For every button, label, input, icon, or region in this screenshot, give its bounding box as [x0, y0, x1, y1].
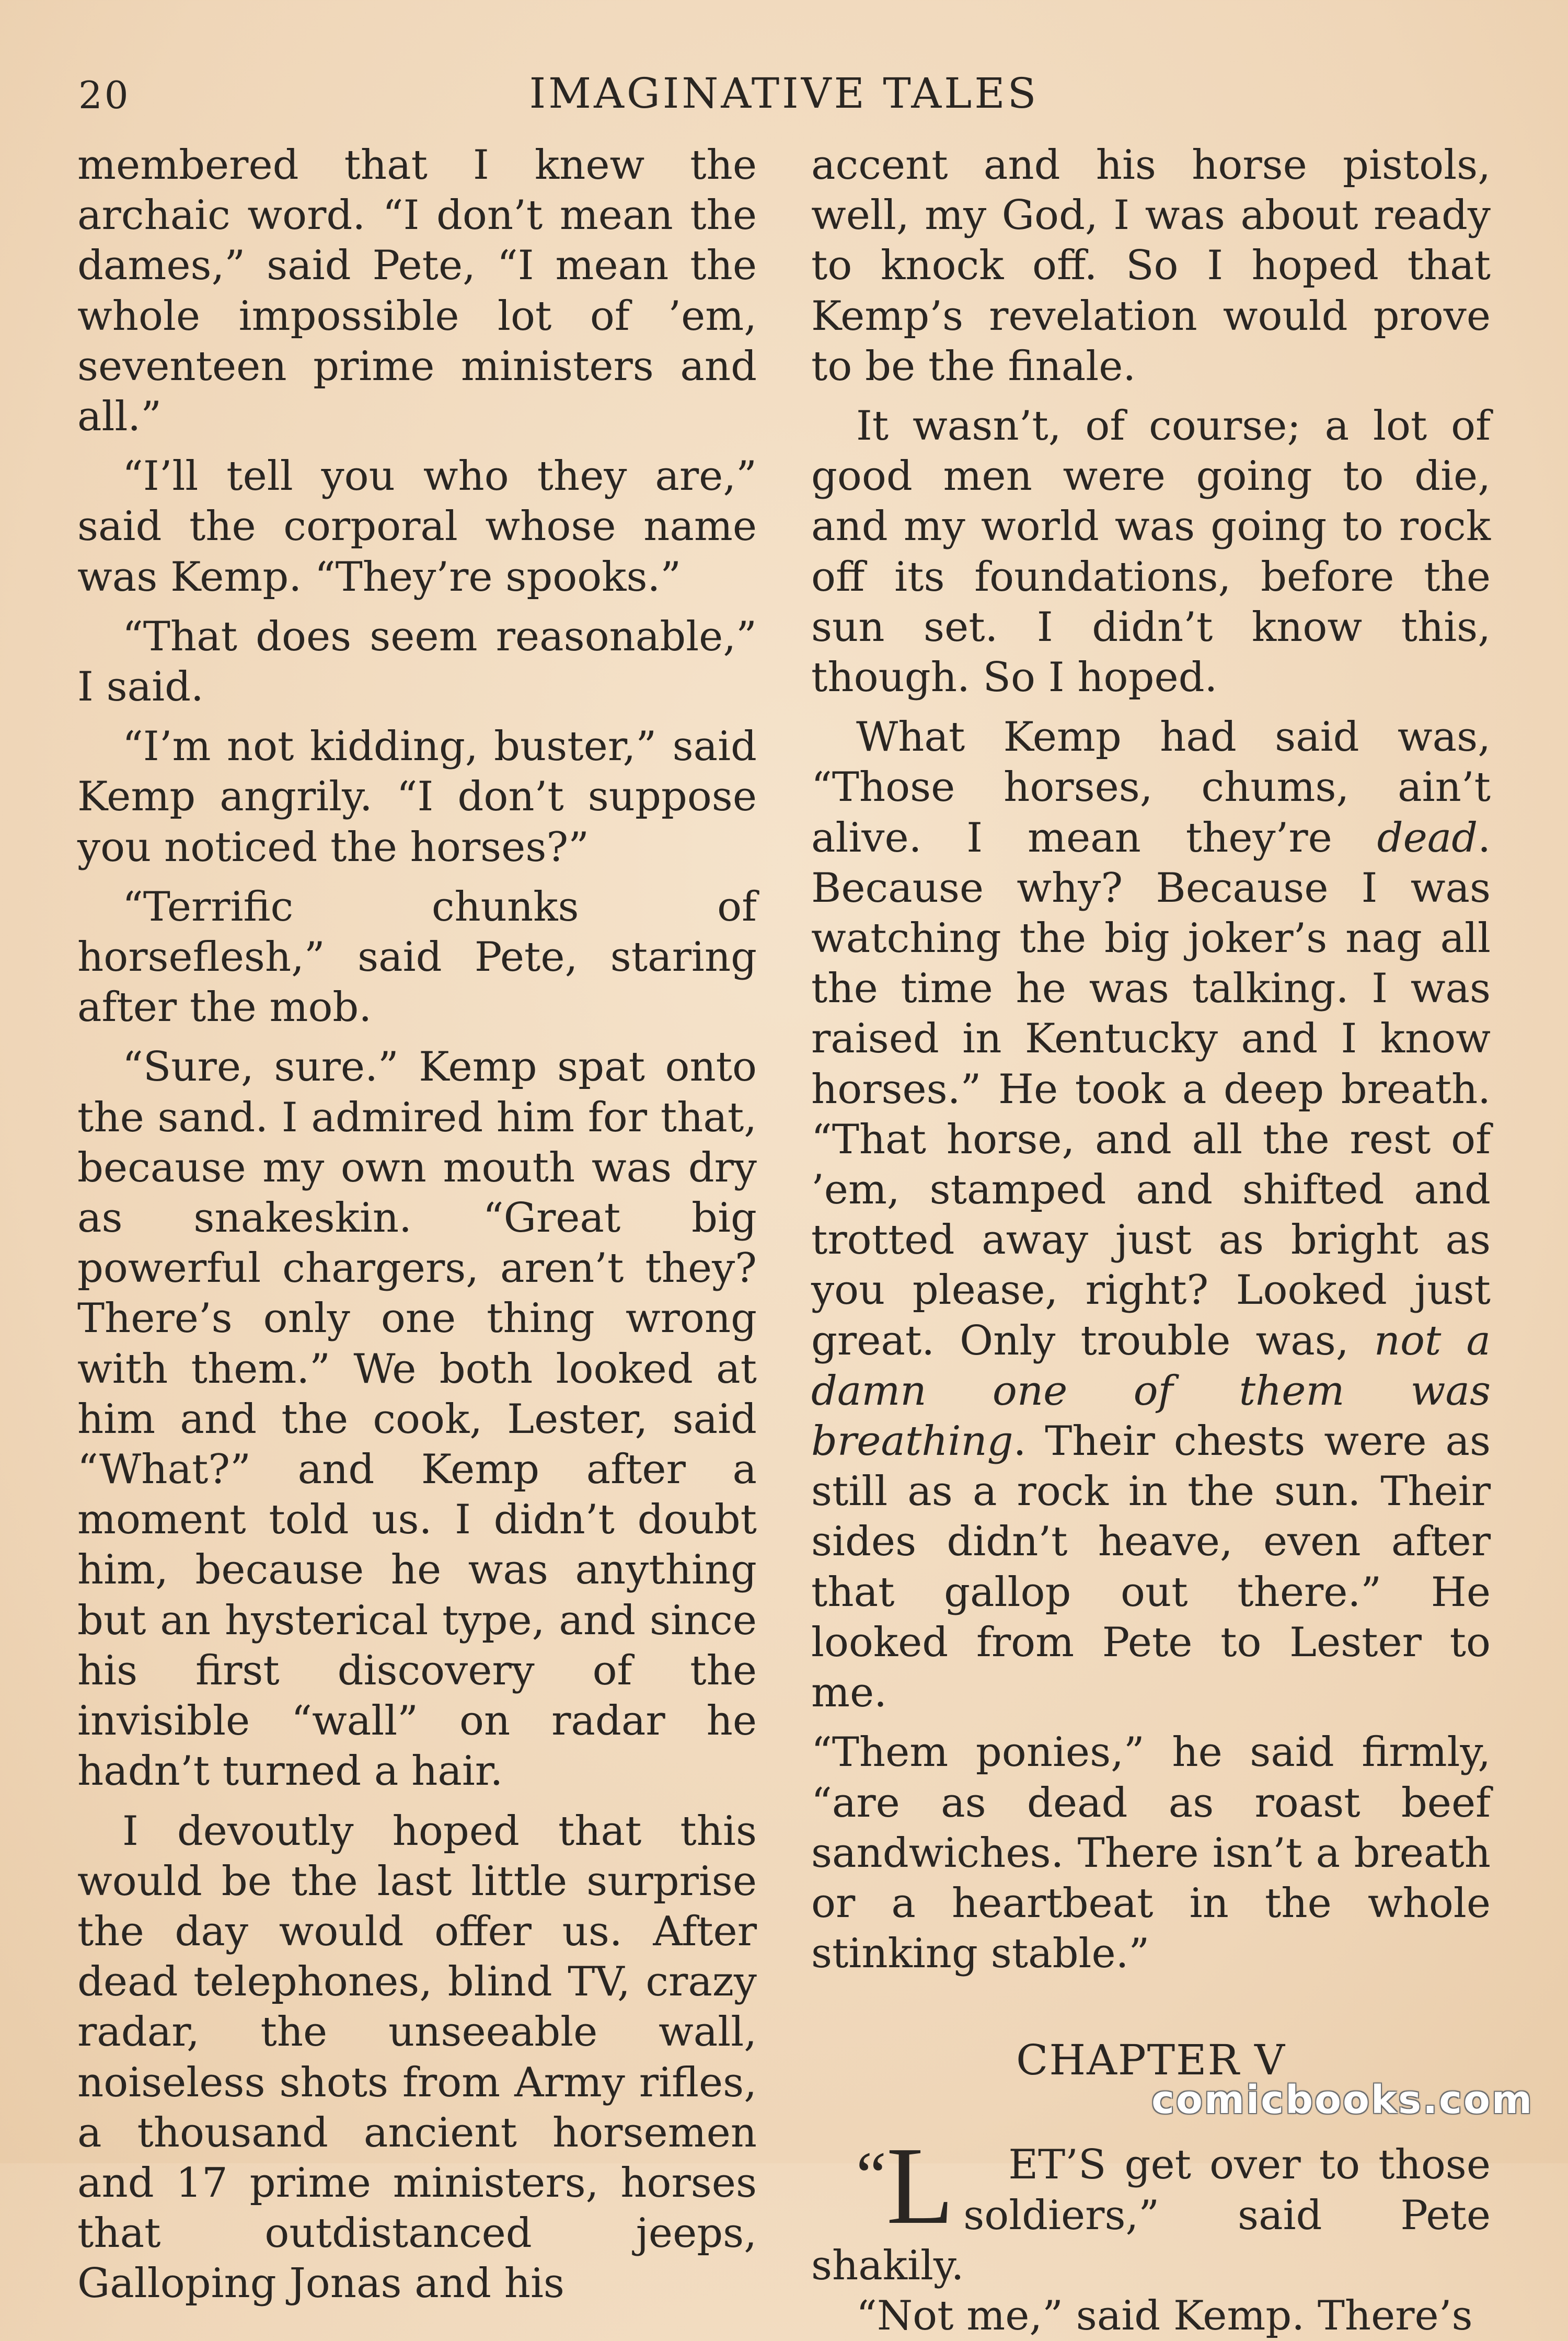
- paragraph: “Not me,” said Kemp. There’s: [856, 2292, 1473, 2339]
- left-column: [77, 140, 757, 2309]
- paragraph: “That does seem reasonable,” I said.: [77, 613, 757, 711]
- emphasis: not a damn one of them was breathing: [811, 1317, 1491, 1465]
- paragraph: I devoutly hoped that this would be the last little surprise the day would offer us. After dead telephones, blind TV, crazy radar, the unseeable wall, noiseless shots from Army rifles, a thousand ancient horsemen and 17 prime ministers, horses that outdistanced jeeps, Galloping Jonas and his: [77, 1807, 757, 2308]
- chapter-opening: [811, 2124, 1491, 2291]
- text-run: What Kemp had said was, “Those horses, chums, ain’t alive. I mean they’re: [811, 714, 1491, 862]
- right-column: [811, 140, 1491, 2341]
- text-run: . Their chests were as still as a rock in the sun. Their sides didn’t heave, even after that gallop out there.” He looked from Pete to Lester to me.: [811, 1418, 1491, 1717]
- paragraph: “I’ll tell you who they are,” said the corporal whose name was Kemp. “They’re spooks.”: [77, 453, 757, 601]
- text-run: ET’S get over to those soldiers,” said Pete shakily.: [811, 2141, 1491, 2289]
- paragraph: “I’m not kidding, buster,” said Kemp angrily. “I don’t suppose you noticed the horses?”: [77, 723, 757, 871]
- running-head: IMAGINATIVE TALES: [529, 69, 1039, 118]
- emphasis: dead: [1377, 814, 1478, 862]
- paragraph: membered that I knew the archaic word. “I don’t mean the dames,” said Pete, “I mean the whole impossible lot of ’em, seventeen prime ministers and all.”: [77, 142, 757, 441]
- drop-cap-quote: “: [856, 2138, 886, 2214]
- paragraph: “Sure, sure.” Kemp spat onto the sand. I admired him for that, because my own mouth was dry as snakeskin. “Great big powerful chargers, aren’t they? There’s only one thing wrong with them.” We both looked at him and the cook, Lester, said “What?” and Kemp after a moment told us. I didn’t doubt him, because he was anything but an hysterical type, and since his first discovery of the invisible “wall” on radar he hadn’t turned a hair.: [77, 1043, 757, 1795]
- chapter-heading: CHAPTER V: [1016, 2036, 1286, 2085]
- page-number: 20: [78, 73, 131, 117]
- paragraph: “Them ponies,” he said firmly, “are as dead as roast beef sandwiches. There isn’t a breath or a heartbeat in the whole stinking stable.”: [811, 1729, 1491, 1978]
- watermark-logo: comicbooks.com: [1151, 2078, 1534, 2122]
- paragraph: It wasn’t, of course; a lot of good men were going to die, and my world was going to rock off its foundations, before the sun set. I didn’t know this, though. So I hoped.: [811, 403, 1491, 702]
- drop-cap-letter: L: [886, 2124, 954, 2247]
- text-run: . Because why? Because I was watching the big joker’s nag all the time he was talking. I was raised in Kentucky and I know horses.” He took a deep breath. “That horse, and all the rest of ’em, stamped and shifted and trotted away just as bright as you please, right? Looked just great. Only trouble was,: [811, 814, 1491, 1364]
- paragraph: accent and his horse pistols, well, my God, I was about ready to knock off. So I hoped that Kemp’s revelation would prove to be the finale.: [811, 142, 1491, 390]
- drop-cap: [811, 2124, 954, 2247]
- paragraph: “Terrific chunks of horseflesh,” said Pete, staring after the mob.: [77, 883, 757, 1031]
- paragraph: [811, 712, 1491, 1718]
